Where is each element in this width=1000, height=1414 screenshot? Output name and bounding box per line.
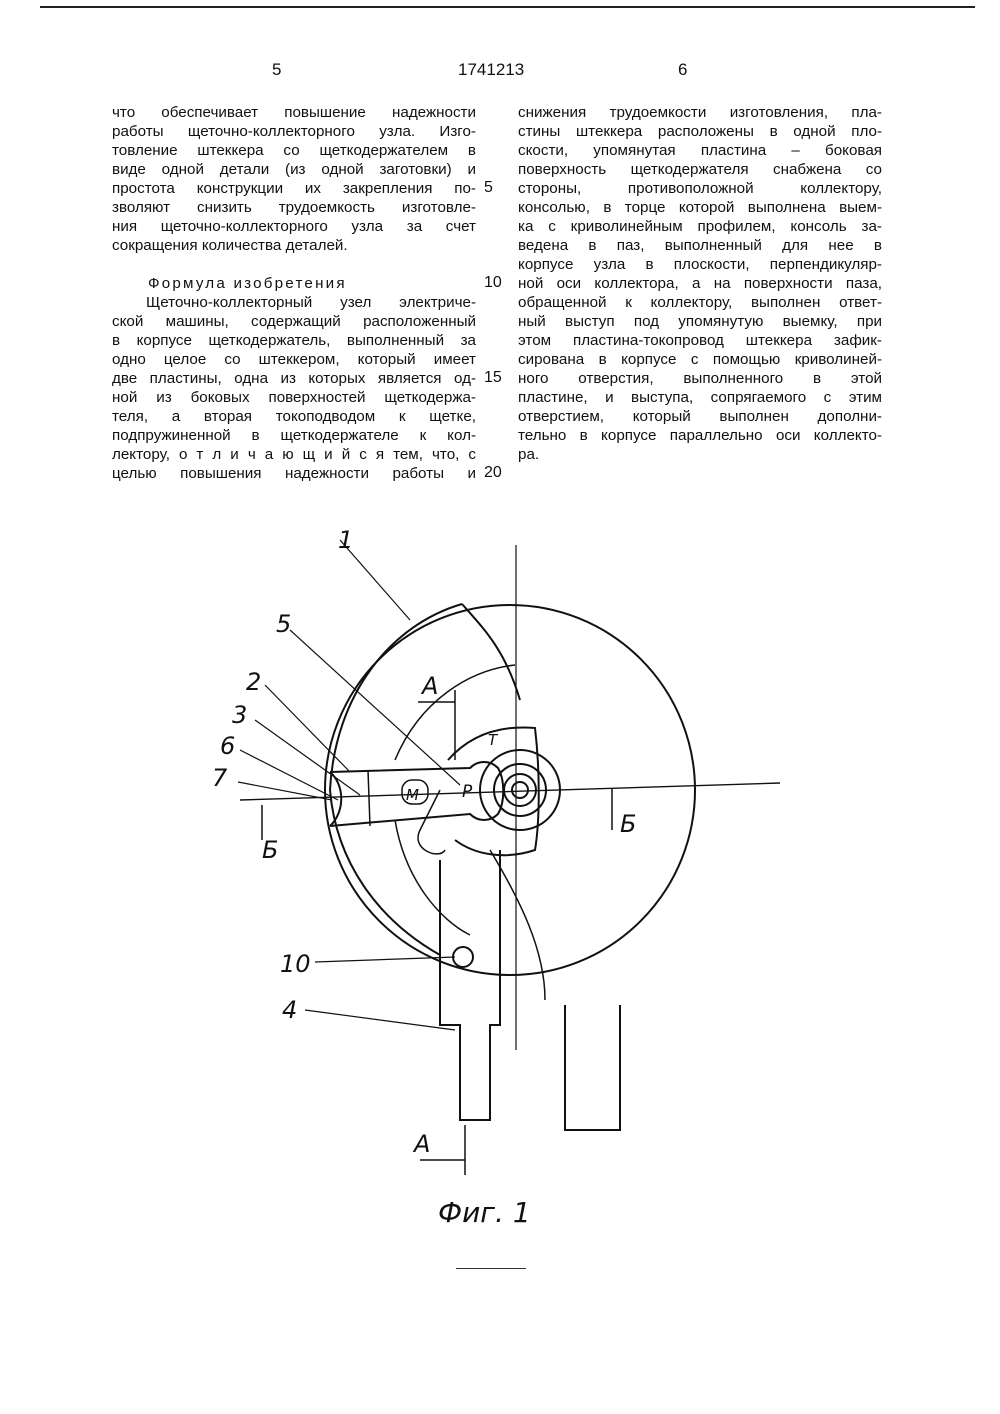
collector-shaft [512, 782, 528, 798]
text-line: виде одной детали (из одной заготовки) и [112, 161, 476, 178]
text-line: этом пластина-токопровод штеккера зафик- [518, 332, 882, 349]
terminal-hole [453, 947, 473, 967]
text-line: целью повышения надежности работы и [112, 465, 476, 482]
text-line: работы щеточно-коллекторного узла. Изго- [112, 123, 476, 140]
text-line: подпружиненной в щеткодержателе к кол- [112, 427, 476, 444]
text-line: консолью, в торце которой выполнена выем- [518, 199, 882, 216]
text-line: ния щеточно-коллекторного узла за счет [112, 218, 476, 235]
housing-rib [462, 604, 520, 700]
text-line: что обеспечивает повышение надежности [112, 104, 476, 121]
text-line: снижения трудоемкости изготовления, пла- [518, 104, 882, 121]
terminal-plate [440, 850, 500, 1120]
label-section-a-top: А [422, 672, 439, 700]
housing-outer-circle [325, 605, 695, 975]
line-number-15: 15 [484, 369, 502, 386]
text-line: ный выступ под упомянутую выемку, при [518, 313, 882, 330]
label-3: 3 [232, 701, 248, 729]
label-1: 1 [338, 526, 354, 554]
text-line: пластине, и выступа, сопрягаемого с этим [518, 389, 882, 406]
text-line: скости, упомянутая пластина – боковая [518, 142, 882, 159]
text-line: ной из боковых поверхностей щеткодержа- [112, 389, 476, 406]
spring-lead [418, 790, 445, 854]
text-line: ведена в паз, выполненный для нее в [518, 237, 882, 254]
label-section-a-bottom: А [414, 1130, 431, 1158]
text-line: в корпусе щеткодержатель, выполненный за [112, 332, 476, 349]
housing-inner-arc [330, 604, 462, 955]
label-t: Т [488, 731, 498, 749]
label-m: М [406, 786, 419, 804]
label-2: 2 [246, 668, 262, 696]
text-line: корпусе узла в плоскости, перпендикуляр- [518, 256, 882, 273]
text-line: простота конструкции их закрепления по- [112, 180, 476, 197]
text-line: сирована в корпусе с помощью криволиней- [518, 351, 882, 368]
leader-2 [265, 685, 350, 772]
text-line: ной оси коллектора, а на поверхности паза, [518, 275, 882, 292]
leader-7 [238, 782, 332, 800]
inner-guide-arc-lower [395, 820, 470, 935]
label-p: Р [462, 782, 473, 802]
leader-3 [255, 720, 360, 795]
text-line: обращенной к коллектору, выполнен ответ- [518, 294, 882, 311]
text-line: ра. [518, 446, 540, 463]
leader-6 [240, 750, 338, 800]
label-4: 4 [282, 996, 298, 1024]
text-line: одно целое со штеккером, который имеет [112, 351, 476, 368]
label-10: 10 [280, 950, 311, 978]
label-6: 6 [220, 732, 236, 760]
lower-guide-strip [490, 850, 545, 1000]
text-line: товление штеккера со щеткодержателем в [112, 142, 476, 159]
text-line: тельно в корпусе параллельно оси коллекто- [518, 427, 882, 444]
figure-caption: Фиг. 1 [438, 1196, 531, 1229]
label-5: 5 [276, 610, 292, 638]
footer-rule [456, 1268, 526, 1269]
text-line: теля, а вторая токоподводом к щетке, [112, 408, 476, 425]
text-line: отверстием, который выполнен дополни- [518, 408, 882, 425]
page-number-left: 5 [272, 60, 282, 79]
line-number-10: 10 [484, 274, 502, 291]
text-line: поверхность щеткодержателя снабжена со [518, 161, 882, 178]
text-line: ного отверстия, выполненного в этой [518, 370, 882, 387]
second-terminal [565, 1005, 620, 1130]
leader-4 [305, 1010, 455, 1030]
text-line: стороны, противоположной коллектору, [518, 180, 882, 197]
label-7: 7 [212, 764, 228, 792]
claims-heading: Формула изобретения [148, 275, 347, 292]
plate-divider [368, 770, 370, 826]
text-line: лектору, о т л и ч а ю щ и й с я тем, что, с [112, 446, 476, 463]
label-section-b-left: Б [262, 836, 279, 864]
text-line: сокращения количества деталей. [112, 237, 348, 254]
text-line: две пластины, одна из которых является од- [112, 370, 476, 387]
line-number-20: 20 [484, 464, 502, 481]
text-line: ка с криволинейным профилем, консоль за- [518, 218, 882, 235]
leader-5 [290, 630, 460, 785]
text-line: Щеточно-коллекторный узел электриче- [146, 294, 476, 311]
text-line: ской машины, содержащий расположенный [112, 313, 476, 330]
collector-ring-inner [504, 774, 536, 806]
text-line: зволяют снизить трудоемкость изготовле- [112, 199, 476, 216]
document-number: 1741213 [458, 60, 525, 79]
line-number-5: 5 [484, 179, 493, 196]
text-line: стины штеккера расположены в одной пло- [518, 123, 882, 140]
label-section-b-right: Б [620, 810, 637, 838]
page-number-right: 6 [678, 60, 688, 79]
